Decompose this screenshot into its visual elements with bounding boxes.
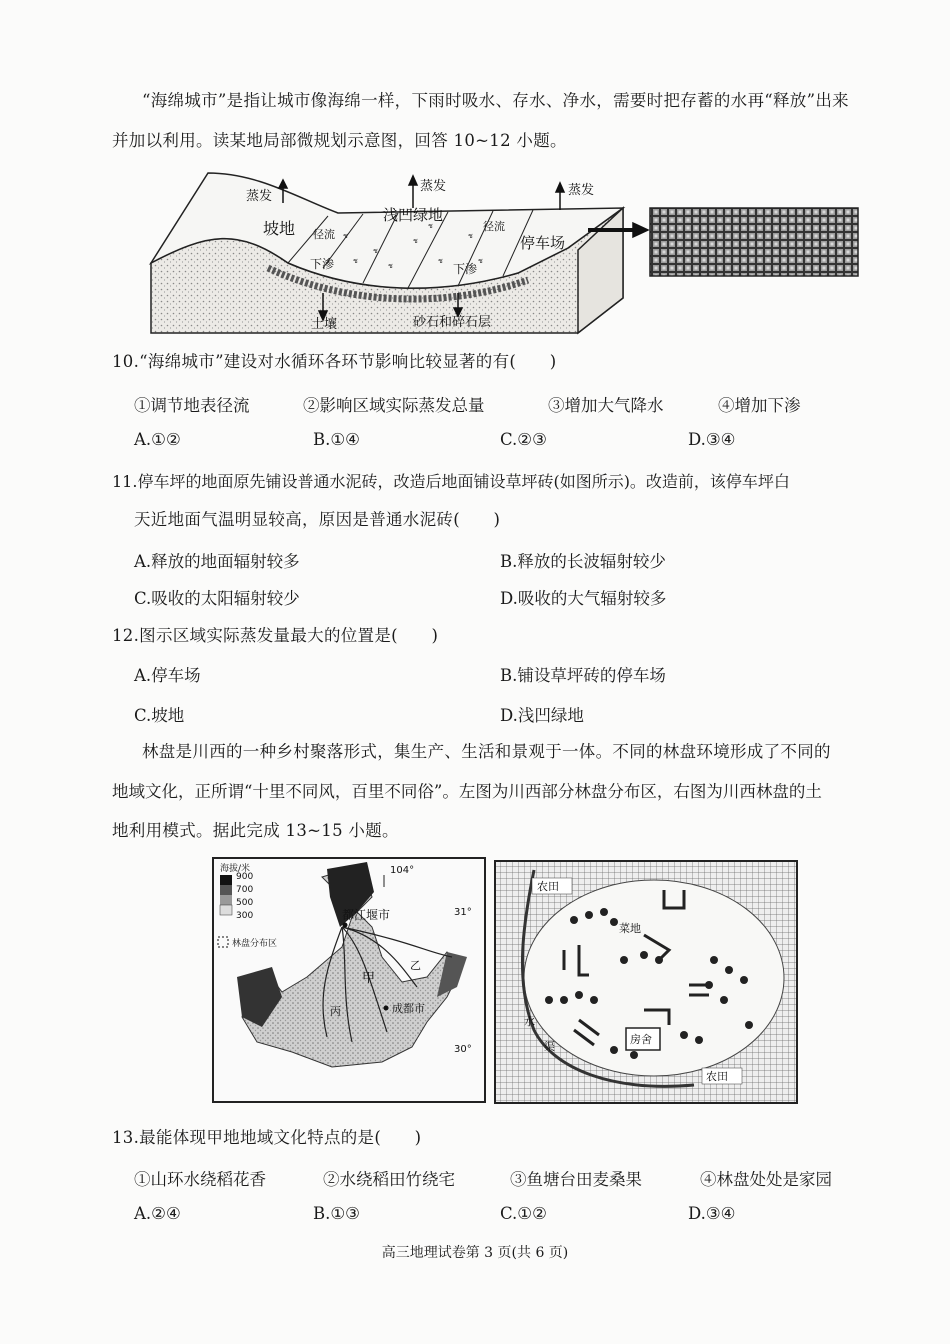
intro1-line2: 并加以利用。读某地局部微规划示意图，回答 10~12 小题。 (112, 131, 567, 150)
q12-choice-d[interactable]: D.浅凹绿地 (500, 706, 584, 725)
linpan-landuse-diagram (494, 860, 798, 1104)
q11-choice-b[interactable]: B.释放的长波辐射较少 (500, 552, 666, 571)
svg-text:ช: ช (413, 237, 418, 245)
q10-choice-d[interactable]: D.③④ (688, 430, 736, 449)
label-runoff2: 径流 (483, 220, 505, 233)
q10-stem: 10.“海绵城市”建设对水循环各环节影响比较显著的有( ) (112, 352, 557, 371)
q12-choice-a[interactable]: A.停车场 (134, 666, 201, 685)
label-slope: 坡地 (263, 219, 296, 238)
svg-text:ช: ช (478, 257, 483, 265)
legend-region: 林盘分布区 (232, 939, 278, 949)
q11-choice-c[interactable]: C.吸收的太阳辐射较少 (134, 589, 300, 608)
q11-line1: 11.停车坪的地面原先铺设普通水泥砖，改造后地面铺设草坪砖(如图所示)。改造前，该停车坪白 (112, 472, 790, 491)
grass-brick-photo (650, 208, 858, 276)
svg-text:ช: ช (428, 222, 433, 230)
q13-choice-d[interactable]: D.③④ (688, 1204, 736, 1223)
q10-item-1: ①调节地表径流 (134, 396, 250, 415)
label-evap2: 蒸发 (420, 179, 447, 194)
q13-choice-a[interactable]: A.②④ (134, 1204, 181, 1223)
svg-text:ช: ช (353, 257, 358, 265)
q13-item-1: ①山环水绕稻花香 (134, 1170, 266, 1189)
q10-choice-c[interactable]: C.②③ (500, 430, 547, 449)
map-label-jia: 甲 (362, 971, 376, 986)
q13-stem: 13.最能体现甲地地域文化特点的是( ) (112, 1128, 422, 1147)
label-water: 水 (524, 1015, 535, 1028)
svg-text:ช: ช (343, 232, 348, 240)
label-canal: 渠 (544, 1040, 555, 1053)
label-house: 房舍 (630, 1033, 652, 1046)
svg-text:ช: ช (438, 257, 443, 265)
label-vegetable: 菜地 (619, 922, 641, 935)
q12-choice-b[interactable]: B.铺设草坪砖的停车场 (500, 666, 666, 685)
label-green: 浅凹绿地 (383, 206, 444, 224)
q10-item-2: ②影响区域实际蒸发总量 (303, 396, 485, 415)
label-gravel: 砂石和碎石层 (413, 315, 492, 330)
q13-item-2: ②水绕稻田竹绕宅 (323, 1170, 455, 1189)
svg-text:ช: ช (373, 247, 378, 255)
label-runoff1: 径流 (313, 228, 335, 241)
lon-label: 104° (390, 865, 415, 876)
intro1-line1: “海绵城市”是指让城市像海绵一样，下雨时吸水、存水、净水，需要时把存蓄的水再“释放”出来 (142, 91, 849, 110)
legend-value-1: 900 (236, 872, 254, 882)
label-evap1: 蒸发 (246, 189, 273, 204)
map-label-yi: 乙 (410, 959, 421, 972)
label-farm1: 农田 (537, 880, 559, 893)
intro2-line3: 地利用模式。据此完成 13~15 小题。 (112, 821, 399, 840)
q11-line2: 天近地面气温明显较高，原因是普通水泥砖( ) (134, 510, 501, 529)
q10-choice-a[interactable]: A.①② (134, 430, 181, 449)
svg-text:ช: ช (388, 262, 393, 270)
intro2-line1: 林盘是川西的一种乡村聚落形式，集生产、生活和景观于一体。不同的林盘环境形成了不同的 (142, 742, 831, 761)
label-farm2: 农田 (706, 1070, 728, 1083)
legend-value-3: 500 (236, 898, 254, 908)
label-infil2: 下渗 (453, 262, 478, 276)
q13-choice-c[interactable]: C.①② (500, 1204, 547, 1223)
map-label-bing: 丙 (330, 1005, 341, 1018)
sponge-city-diagram (148, 168, 863, 338)
q10-item-4: ④增加下渗 (718, 396, 801, 415)
label-evap3: 蒸发 (568, 183, 595, 198)
svg-text:ช: ช (468, 232, 473, 240)
label-soil: 土壤 (311, 317, 338, 332)
city-chengdu: 成都市 (392, 1002, 425, 1015)
q10-choice-b[interactable]: B.①④ (313, 430, 360, 449)
q10-item-3: ③增加大气降水 (548, 396, 664, 415)
page-footer: 高三地理试卷第 3 页(共 6 页) (381, 1245, 569, 1261)
q13-choice-b[interactable]: B.①③ (313, 1204, 360, 1223)
intro2-line2: 地域文化，正所谓“十里不同风，百里不同俗”。左图为川西部分林盘分布区，右图为川西林盘的土 (112, 782, 822, 801)
city-dujiangyan: 都江堰市 (342, 908, 391, 922)
q12-choice-c[interactable]: C.坡地 (134, 706, 185, 725)
lat31-label: 31° (454, 907, 472, 918)
label-parking: 停车场 (520, 234, 566, 252)
linpan-distribution-map (212, 857, 486, 1103)
label-infil1: 下渗 (310, 257, 335, 271)
legend-value-2: 700 (236, 885, 254, 895)
lat30-label: 30° (454, 1044, 472, 1055)
legend-title: 海拔/米 (220, 864, 251, 874)
q13-item-3: ③鱼塘台田麦桑果 (510, 1170, 642, 1189)
q11-choice-d[interactable]: D.吸收的大气辐射较多 (500, 589, 667, 608)
q11-choice-a[interactable]: A.释放的地面辐射较多 (134, 552, 300, 571)
q13-item-4: ④林盘处处是家园 (700, 1170, 832, 1189)
legend-value-4: 300 (236, 911, 254, 921)
q12-stem: 12.图示区域实际蒸发量最大的位置是( ) (112, 626, 439, 645)
